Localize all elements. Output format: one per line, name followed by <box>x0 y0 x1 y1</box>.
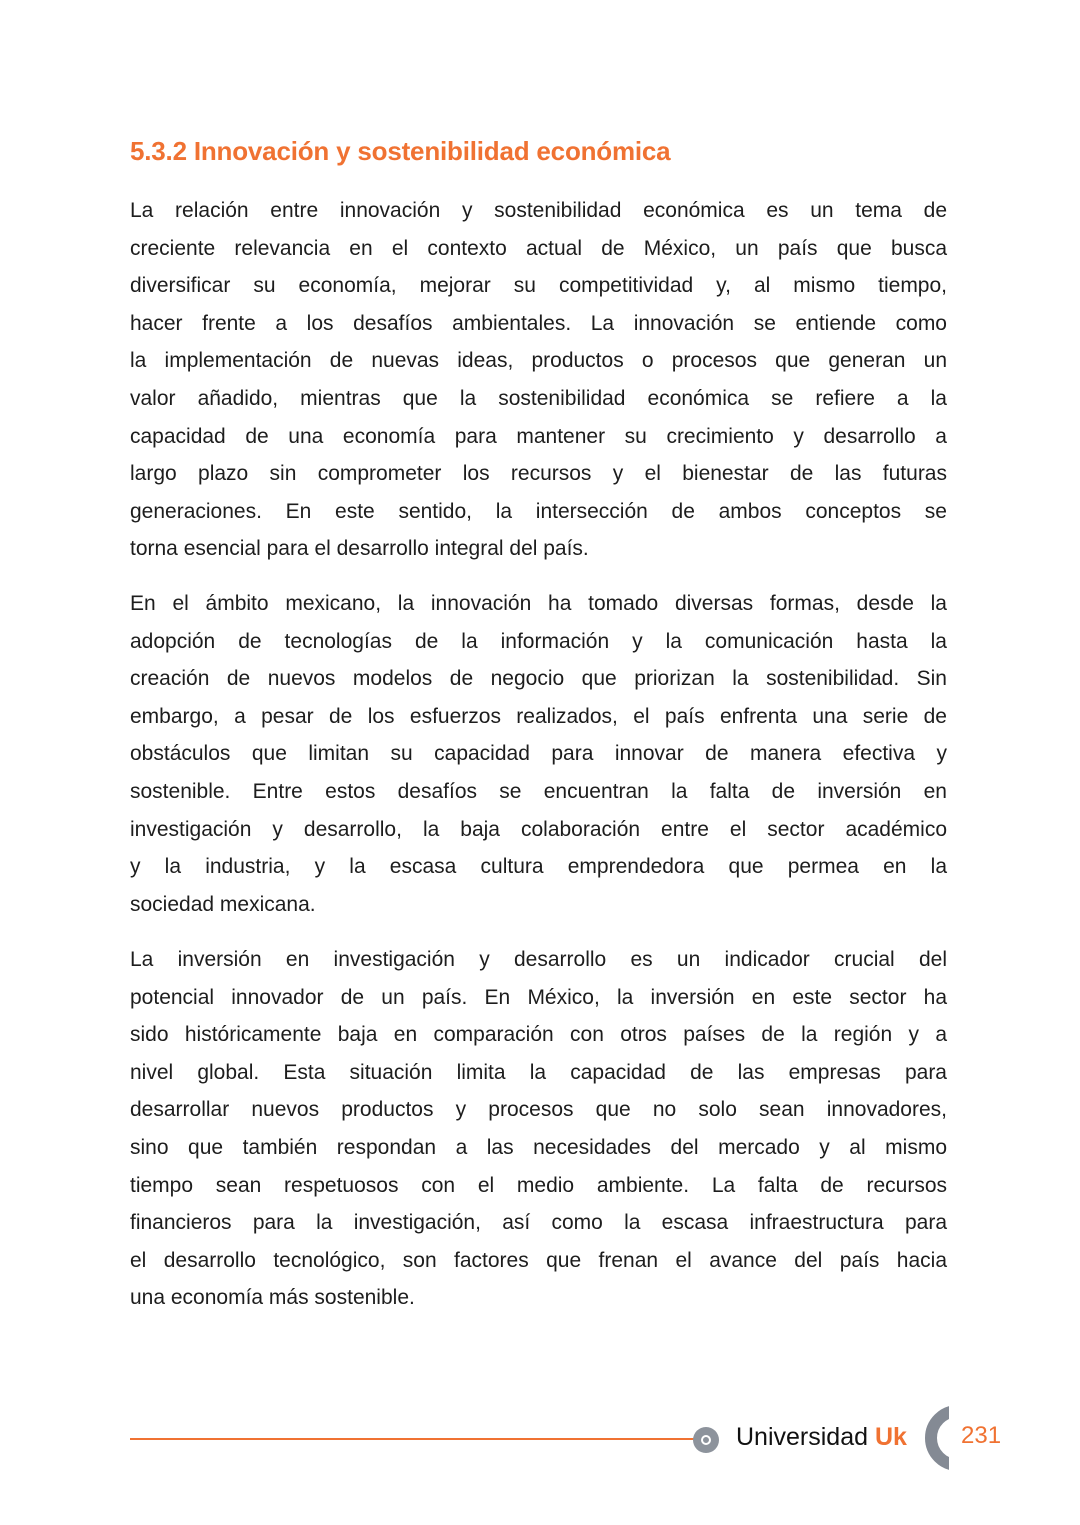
footer-brand <box>736 1423 907 1452</box>
footer-divider <box>130 1438 695 1440</box>
text-line: En el ámbito mexicano, la innovación ha tomado diversas formas, desde la <box>130 592 947 615</box>
text-line: el desarrollo tecnológico, son factores que frenan el avance del país hacia <box>130 1248 947 1272</box>
text-line: sido históricamente baja en comparación con otros países de la región y a <box>130 1023 947 1047</box>
text-line: creación de nuevos modelos de negocio que priorizan la sostenibilidad. Sin <box>130 667 947 691</box>
text-line: capacidad de una economía para mantener su crecimiento y desarrollo a <box>130 424 947 448</box>
page-number: 231 <box>961 1422 1002 1449</box>
section-heading: 5.3.2 Innovación y sostenibilidad económica <box>130 136 671 166</box>
text-line: obstáculos que limitan su capacidad para innovar de manera efectiva y <box>130 742 947 766</box>
brand-name: Universidad <box>736 1423 869 1451</box>
brand-accent: Uk <box>874 1423 907 1451</box>
arc-decoration-icon <box>925 1405 949 1471</box>
text-line: valor añadido, mientras que la sostenibilidad económica se refiere a la <box>130 386 947 410</box>
text-line: hacer frente a los desafíos ambientales. La innovación se entiende como <box>130 311 947 335</box>
text-line: una economía más sostenible. <box>130 1286 415 1310</box>
text-line: sostenible. Entre estos desafíos se encuentran la falta de inversión en <box>130 779 947 803</box>
text-line: desarrollar nuevos productos y procesos que no solo sean innovadores, <box>130 1098 947 1122</box>
text-line: embargo, a pesar de los esfuerzos realizados, el país enfrenta una serie de <box>130 704 947 728</box>
text-line: financieros para la investigación, así como la escasa infraestructura para <box>130 1211 947 1235</box>
text-line: sino que también respondan a las necesidades del mercado y al mismo <box>130 1135 947 1159</box>
paragraph <box>130 192 947 568</box>
text-line: la implementación de nuevas ideas, productos o procesos que generan un <box>130 349 947 373</box>
circle-bullet-icon <box>693 1427 719 1453</box>
text-line: torna esencial para el desarrollo integral del país. <box>130 537 589 561</box>
text-line: y la industria, y la escasa cultura emprendedora que permea en la <box>130 855 947 879</box>
text-line: nivel global. Esta situación limita la capacidad de las empresas para <box>130 1060 947 1084</box>
text-line: potencial innovador de un país. En México, la inversión en este sector ha <box>130 985 947 1009</box>
text-line: creciente relevancia en el contexto actual de México, un país que busca <box>130 236 947 260</box>
text-line: generaciones. En este sentido, la intersección de ambos conceptos se <box>130 499 947 523</box>
text-line: La inversión en investigación y desarrollo es un indicador crucial del <box>130 948 947 971</box>
text-line: sociedad mexicana. <box>130 892 316 916</box>
paragraph <box>130 941 947 1317</box>
paragraph <box>130 585 947 923</box>
text-line: diversificar su economía, mejorar su competitividad y, al mismo tiempo, <box>130 274 947 298</box>
text-line: La relación entre innovación y sostenibilidad económica es un tema de <box>130 199 947 222</box>
text-line: investigación y desarrollo, la baja colaboración entre el sector académico <box>130 817 947 841</box>
text-line: adopción de tecnologías de la información y la comunicación hasta la <box>130 629 947 653</box>
text-line: largo plazo sin comprometer los recursos y el bienestar de las futuras <box>130 462 947 486</box>
text-line: tiempo sean respetuosos con el medio ambiente. La falta de recursos <box>130 1173 947 1197</box>
